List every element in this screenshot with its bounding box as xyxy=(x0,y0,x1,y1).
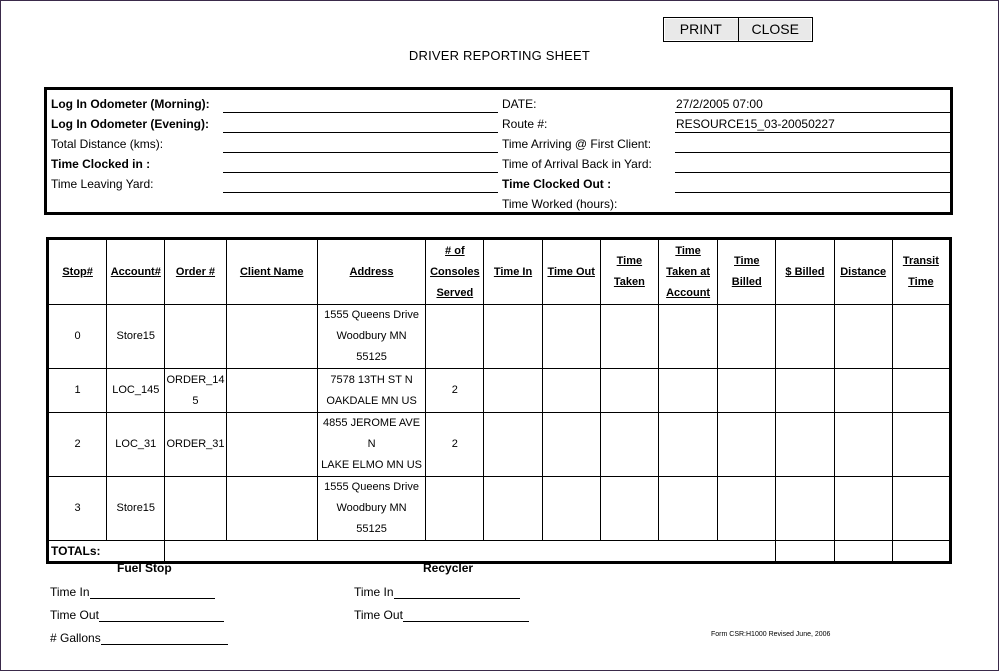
time-taken-at-account-cell[interactable] xyxy=(658,477,717,541)
date-value: 27/2/2005 07:00 xyxy=(676,97,763,111)
time-taken-cell[interactable] xyxy=(600,413,658,477)
dollars-billed-cell[interactable] xyxy=(776,305,834,369)
total-distance-cell[interactable] xyxy=(834,541,892,563)
time-clocked-in-field[interactable] xyxy=(223,172,498,173)
total-dollars-billed-cell[interactable] xyxy=(776,541,834,563)
route-value: RESOURCE15_03-20050227 xyxy=(676,117,835,131)
consoles-cell: 2 xyxy=(426,369,484,413)
header-time-billed: Time Billed xyxy=(718,239,776,305)
transit-time-cell[interactable] xyxy=(892,305,950,369)
action-button-bar xyxy=(663,17,813,42)
time-in-cell[interactable] xyxy=(484,413,542,477)
table-row xyxy=(48,477,951,541)
total-transit-time-cell[interactable] xyxy=(892,541,950,563)
distance-cell[interactable] xyxy=(834,477,892,541)
dollars-billed-cell[interactable] xyxy=(776,477,834,541)
client-cell xyxy=(226,369,317,413)
page-title: DRIVER REPORTING SHEET xyxy=(408,48,591,63)
recycler-time-out-row xyxy=(354,608,529,622)
time-clocked-in-label: Time Clocked in : xyxy=(51,157,151,171)
header-order: Order # xyxy=(165,239,226,305)
distance-cell[interactable] xyxy=(834,413,892,477)
transit-time-cell[interactable] xyxy=(892,369,950,413)
fuel-gallons-field[interactable] xyxy=(101,632,228,645)
header-time-out: Time Out xyxy=(542,239,600,305)
odometer-morning-field[interactable] xyxy=(223,112,498,113)
driver-info-box xyxy=(44,87,953,215)
header-time-taken-at-account: Time Taken at Account xyxy=(658,239,717,305)
time-taken-at-account-cell[interactable] xyxy=(658,369,717,413)
odometer-evening-label: Log In Odometer (Evening): xyxy=(51,117,209,131)
totals-label: TOTALs: xyxy=(48,541,165,563)
account-cell: Store15 xyxy=(107,477,165,541)
distance-cell[interactable] xyxy=(834,305,892,369)
header-account: Account# xyxy=(107,239,165,305)
time-out-cell[interactable] xyxy=(542,477,600,541)
form-revision-note: Form CSR:H1000 Revised June, 2006 xyxy=(711,631,831,638)
time-clocked-out-field[interactable] xyxy=(675,192,950,193)
stop-cell: 2 xyxy=(48,413,107,477)
totals-spacer xyxy=(165,541,776,563)
address-cell xyxy=(317,305,425,369)
table-row xyxy=(48,305,951,369)
time-taken-at-account-cell[interactable] xyxy=(658,413,717,477)
fuel-time-out-label: Time Out xyxy=(50,608,99,622)
total-distance-field[interactable] xyxy=(223,152,498,153)
time-worked-field[interactable] xyxy=(675,212,950,213)
address-line: LAKE ELMO MN US xyxy=(321,459,422,471)
time-taken-cell[interactable] xyxy=(600,369,658,413)
time-out-cell[interactable] xyxy=(542,413,600,477)
time-in-cell[interactable] xyxy=(484,369,542,413)
print-button[interactable]: PRINT xyxy=(664,18,739,41)
table-row xyxy=(48,413,951,477)
date-label: DATE: xyxy=(502,97,537,111)
time-billed-cell[interactable] xyxy=(718,305,776,369)
address-line: 4855 JEROME AVE N xyxy=(323,417,421,450)
back-in-yard-label: Time of Arrival Back in Yard: xyxy=(502,157,652,171)
odometer-evening-field[interactable] xyxy=(223,132,498,133)
header-address: Address xyxy=(317,239,425,305)
header-distance: Distance xyxy=(834,239,892,305)
order-cell xyxy=(165,477,226,541)
address-line: OAKDALE MN US xyxy=(326,394,417,407)
address-cell xyxy=(317,477,425,541)
header-time-taken: Time Taken xyxy=(600,239,658,305)
fuel-gallons-label: # Gallons xyxy=(50,631,101,645)
time-taken-cell[interactable] xyxy=(600,477,658,541)
stop-cell: 0 xyxy=(48,305,107,369)
account-cell: LOC_31 xyxy=(107,413,165,477)
account-cell: LOC_145 xyxy=(107,369,165,413)
transit-time-cell[interactable] xyxy=(892,413,950,477)
time-in-cell[interactable] xyxy=(484,305,542,369)
header-stop: Stop# xyxy=(48,239,107,305)
recycler-time-in-row xyxy=(354,585,520,599)
dollars-billed-cell[interactable] xyxy=(776,413,834,477)
recycler-time-in-label: Time In xyxy=(354,585,394,599)
header-transit-time: Transit Time xyxy=(892,239,950,305)
order-cell: ORDER_145 xyxy=(165,369,226,413)
close-button[interactable]: CLOSE xyxy=(751,21,799,37)
address-line: 55125 xyxy=(356,523,387,535)
date-underline xyxy=(675,112,950,113)
fuel-time-out-field[interactable] xyxy=(99,609,224,622)
dollars-billed-cell[interactable] xyxy=(776,369,834,413)
stop-cell: 1 xyxy=(48,369,107,413)
time-billed-cell[interactable] xyxy=(718,413,776,477)
address-line: Woodbury MN xyxy=(336,330,407,342)
table-header-row xyxy=(48,239,951,305)
address-line: 1555 Queens Drive xyxy=(324,481,419,493)
time-billed-cell[interactable] xyxy=(718,477,776,541)
transit-time-cell[interactable] xyxy=(892,477,950,541)
time-out-cell[interactable] xyxy=(542,305,600,369)
first-client-arrival-label: Time Arriving @ First Client: xyxy=(502,137,652,151)
fuel-time-in-row xyxy=(50,585,215,599)
time-taken-cell[interactable] xyxy=(600,305,658,369)
time-in-cell[interactable] xyxy=(484,477,542,541)
totals-row xyxy=(48,541,951,563)
fuel-time-in-label: Time In xyxy=(50,585,90,599)
address-line: 7578 13TH ST N xyxy=(330,373,413,386)
time-clocked-out-label: Time Clocked Out : xyxy=(502,177,612,191)
time-out-cell[interactable] xyxy=(542,369,600,413)
address-line: 55125 xyxy=(356,351,387,363)
client-cell xyxy=(226,413,317,477)
route-label: Route #: xyxy=(502,117,548,131)
distance-cell[interactable] xyxy=(834,369,892,413)
recycler-heading: Recycler xyxy=(423,561,474,575)
time-taken-at-account-cell[interactable] xyxy=(658,305,717,369)
header-client-name: Client Name xyxy=(226,239,317,305)
table-row xyxy=(48,369,951,413)
stops-table xyxy=(46,237,952,564)
stop-cell: 3 xyxy=(48,477,107,541)
account-cell: Store15 xyxy=(107,305,165,369)
time-worked-label: Time Worked (hours): xyxy=(502,197,618,211)
header-dollars-billed: $ Billed xyxy=(776,239,834,305)
time-leaving-yard-label: Time Leaving Yard: xyxy=(51,177,154,191)
address-cell xyxy=(317,369,425,413)
order-cell xyxy=(165,305,226,369)
consoles-cell: 2 xyxy=(426,413,484,477)
consoles-cell xyxy=(426,477,484,541)
fuel-stop-heading: Fuel Stop xyxy=(117,561,172,575)
odometer-morning-label: Log In Odometer (Morning): xyxy=(51,97,210,111)
recycler-time-out-label: Time Out xyxy=(354,608,403,622)
address-line: Woodbury MN xyxy=(336,502,407,514)
recycler-time-out-field[interactable] xyxy=(403,609,529,622)
address-cell xyxy=(317,413,425,477)
total-distance-label: Total Distance (kms): xyxy=(51,137,164,151)
order-cell: ORDER_31 xyxy=(165,413,226,477)
first-client-arrival-field[interactable] xyxy=(675,152,950,153)
recycler-time-in-field[interactable] xyxy=(394,586,520,599)
time-leaving-yard-field[interactable] xyxy=(223,192,498,193)
consoles-cell xyxy=(426,305,484,369)
client-cell xyxy=(226,305,317,369)
time-billed-cell[interactable] xyxy=(718,369,776,413)
header-time-in: Time In xyxy=(484,239,542,305)
header-consoles-served: # of Consoles Served xyxy=(426,239,484,305)
fuel-time-out-row xyxy=(50,608,224,622)
route-underline xyxy=(675,132,950,133)
fuel-time-in-field[interactable] xyxy=(90,586,215,599)
address-line: 1555 Queens Drive xyxy=(324,309,419,321)
fuel-gallons-row xyxy=(50,631,228,645)
client-cell xyxy=(226,477,317,541)
back-in-yard-field[interactable] xyxy=(675,172,950,173)
